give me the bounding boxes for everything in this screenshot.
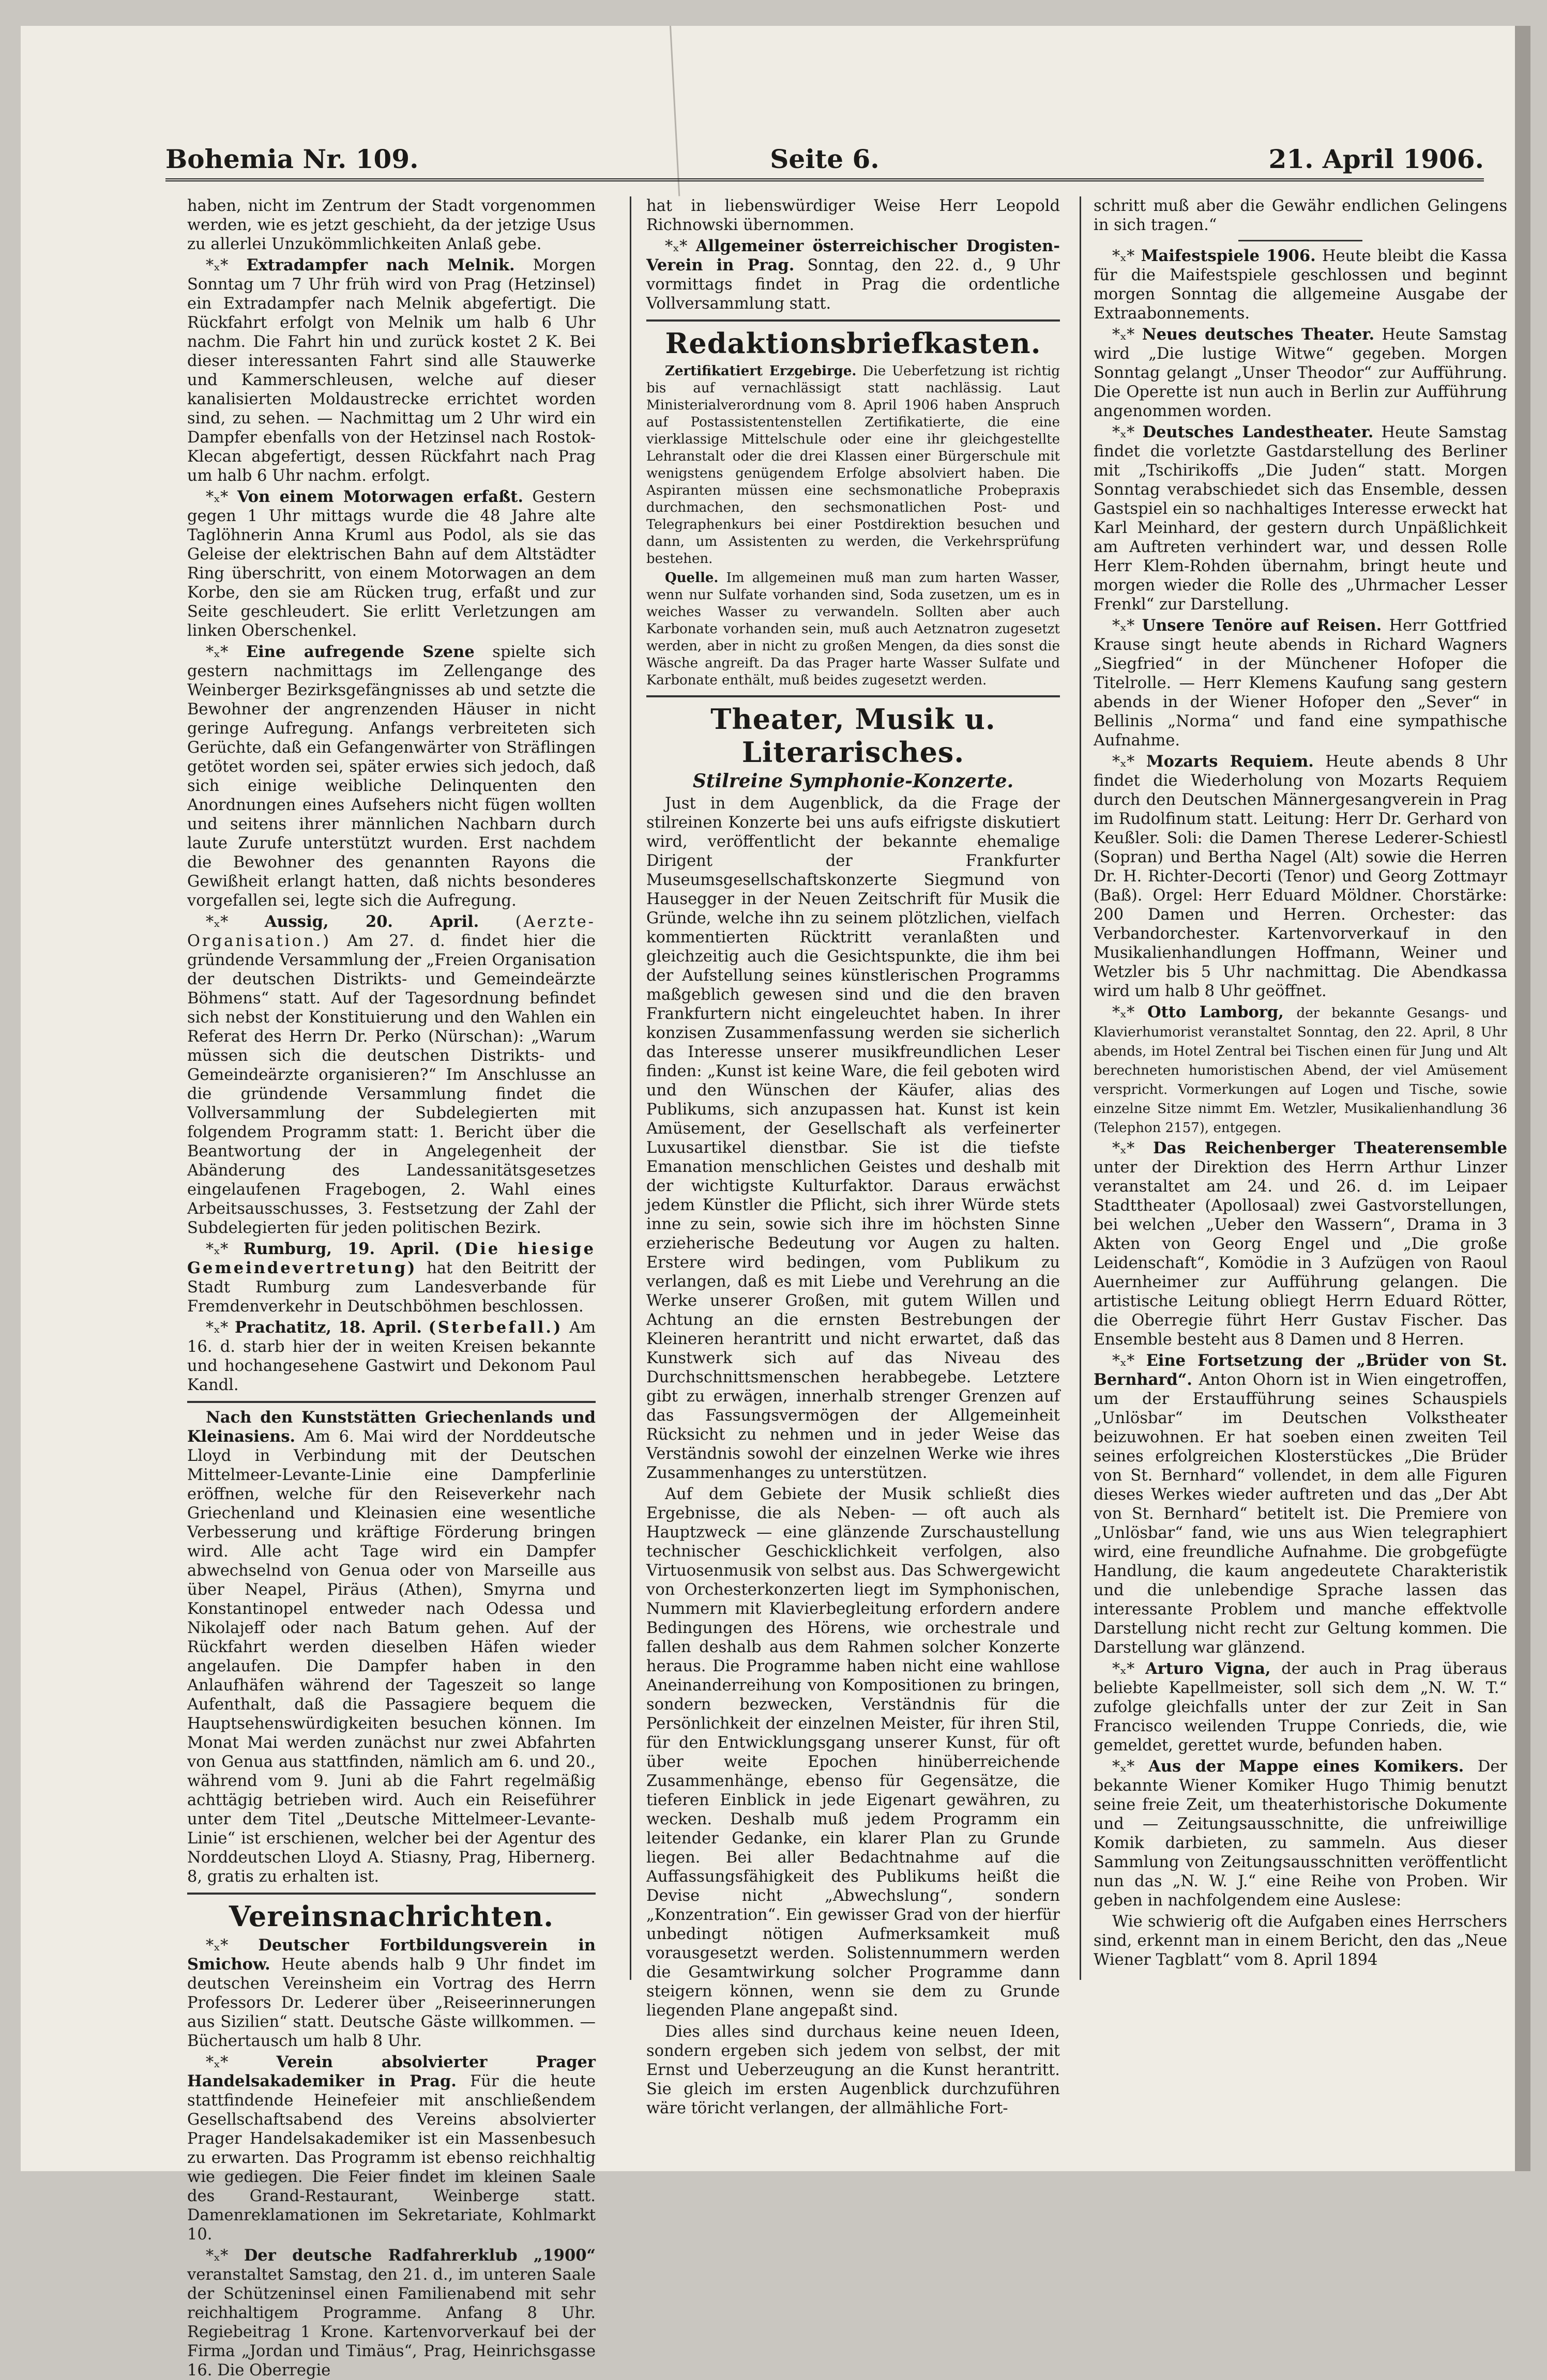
column-2 <box>646 196 1060 2150</box>
column-rule <box>630 196 631 1980</box>
header-paper-number: Bohemia Nr. 109. <box>165 144 419 174</box>
item-headline: Nach den Kunststätten Griechenlands und Kleinasiens. <box>187 1408 596 1446</box>
column-1 <box>187 196 596 2379</box>
section-divider <box>1238 240 1362 241</box>
item-headline: Quelle. <box>665 570 719 586</box>
news-item: *ₓ* Aus der Mappe eines Komikers. Der bekannte Wiener Komiker Hugo Thimig benutzt seine freie Zeit, um theaterhistorische Dokumente und — Zeitungsausschnitte, die unfreiwillige Komik darbieten, zu sammeln. Aus dieser Sammlung von Zeitungsausschnitten veröffentlicht nun das „N. W. J.“ eine Reihe von Proben. Wir geben in nachfolgendem eine Auslese: <box>1094 1757 1508 1910</box>
news-item <box>646 363 1060 568</box>
item-body: Der bekannte Wiener Komiker Hugo Thimig benutzt seine freie Zeit, um theaterhistorische Dokumente und — Zeitungsausschnitte, die unfreiwillige Komik darbieten, zu sammeln. Aus dieser Sammlung von Zeitungsausschnitten veröffentlicht nun das „N. W. J.“ eine Reihe von Proben. Wir geben in nachfolgendem eine Auslese: <box>1094 1758 1508 1910</box>
item-body: Heute abends halb 9 Uhr findet im deutschen Vereinsheim ein Vortrag des Herrn Professors Dr. Lederer über „Reiseerinnerungen aus Sizilien“ statt. Deutsche Gäste willkommen. — Büchertausch um halb 8 Uhr. <box>187 1956 596 2050</box>
item-body: der bekannte Gesangs- und Klavierhumorist veranstaltet Sonntag, den 22. April, 8 Uhr abends, im Hotel Zentral bei Tischen einen für Jung und Alt berechneten humoristischen Abend, der viel Amüsement verspricht. Vormerkungen auf Logen und Tische, sowie einzelne Sitze nimmt Em. Wetzler, Musikalienhandlung 36 (Telephon 2157), entgegen. <box>1094 1005 1508 1136</box>
article-text: Wie schwierig oft die Aufgaben eines Herrschers sind, erkennt man in einem Bericht, den das „Neue Wiener Tagblatt“ vom 8. April 1894 <box>1094 1913 1507 1969</box>
item-headline: Mozarts Requiem. <box>1146 752 1314 771</box>
header-page-number: Seite 6. <box>770 144 879 174</box>
news-item: *ₓ* Verein absolvierter Prager Handelsakademiker in Prag. Für die heute stattfindende Heinefeier mit anschließendem Gesellschaftsabend des Vereins absolvierter Prager Handelsakademiker ist ein Massenbesuch zu erwarten. Das Programm ist ebenso reichhaltig wie gediegen. Die Feier findet im kleinen Saale des Grand-Restaurant, Weinberge statt. Damenreklamationen im Sekretariate, Kohlmarkt 10. <box>187 2053 596 2244</box>
article-title: Stilreine Symphonie-Konzerte. <box>692 770 1014 792</box>
item-subject: (Die hiesige Gemeindevertretung) <box>187 1240 596 1277</box>
item-body: Heute Samstag wird „Die lustige Witwe“ gegeben. Morgen Sonntag gelangt „Unser Theodor“ zur Aufführung. Die Operette ist nun auch in Berlin zur Aufführung angenommen worden. <box>1094 326 1507 420</box>
item-headline: Unsere Tenöre auf Reisen. <box>1142 616 1382 635</box>
item-headline: Von einem Motorwagen erfaßt. <box>237 487 523 506</box>
item-body: unter der Direktion des Herrn Arthur Linzer veranstaltet am 24. und 26. d. im Leipaer Stadttheater (Apollosaal) zwei Gastvorstellungen, bei welchen „Ueber den Wassern“, Drama in 3 Akten von Georg Engel und „Die große Leidenschaft“, Komödie in 3 Aufzügen von Raoul Auernheimer zur Aufführung gelangen. Die artistische Leitung obliegt Herrn Eduard Rötter, die Oberregie führt Herr Gustav Fischer. Das Ensemble besteht aus 8 Damen und 8 Herren. <box>1094 1158 1507 1349</box>
column-rule <box>1080 196 1081 1980</box>
news-item: *ₓ* Maifestspiele 1906. Heute bleibt die Kassa für die Maifestspiele geschlossen und beginnt morgen Sonntag die allgemeine Ausgabe der Extraabonnements. <box>1094 247 1507 323</box>
news-item: *ₓ* Der deutsche Radfahrerklub „1900“ veranstaltet Samstag, den 21. d., im unteren Saale der Schützeninsel einen Familienabend mit sehr reichhaltigem Programme. Anfang 8 Uhr. Regiebeitrag 1 Krone. Kartenvorverkauf bei der Firma „Jordan und Timäus“, Prag, Heinrichsgasse 16. Die Oberregie <box>187 2246 596 2379</box>
item-body: Morgen Sonntag um 7 Uhr früh wird von Prag (Hetzinsel) ein Extradampfer nach Melnik abgefertigt. Die Rückfahrt erfolgt von Melnik um halb 6 Uhr nachm. Die Fahrt hin und zurück kostet 2 K. Bei dieser interessanten Fahrt sind alle Stauwerke und Kammerschleusen, welche auf dieser kanalisierten Moldaustrecke errichtet worden sind, zu sehen. — Nachmittag um 2 Uhr wird ein Dampfer ebenfalls von der Hetzinsel nach Rostok-Klecan abgefertigt, dessen Rückfahrt nach Prag um halb 6 Uhr nachm. erfolgt. <box>187 256 596 485</box>
newspaper-page <box>21 26 1530 2379</box>
item-body: Heute Samstag findet die vorletzte Gastdarstellung des Berliner mit „Tschirikoffs „Die Juden“ statt. Morgen Sonntag verabschiedet sich das Ensemble, dessen Gastspiel ein so nachhaltiges Interesse erweckt hat Karl Meinhard, der gestern durch Unpäßlichkeit am Auftreten verhindert war, und dessen Rolle Herr Klem-Rohden übernahm, bringt heute und morgen wieder die Rolle des „Uhrmacher Lesser Frenkl“ zur Darstellung. <box>1094 423 1507 614</box>
section-divider <box>646 319 1060 322</box>
section-divider <box>187 1893 596 1895</box>
header-date: 21. April 1906. <box>1268 144 1484 174</box>
item-headline: Maifestspiele 1906. <box>1141 247 1316 265</box>
item-headline: Verein absolvierter Prager Handelsakademiker in Prag. <box>187 2053 596 2091</box>
item-body: hat den Beitritt der Stadt Rumburg zum Landesverbande für Fremdenverkehr in Deutschböhmen beschlossen. <box>187 1259 596 1316</box>
item-headline: Allgemeiner österreichischer Drogisten-Verein in Prag. <box>646 237 1060 274</box>
news-item: *ₓ* Prachatitz, 18. April. (Sterbefall.) Am 16. d. starb hier der in weiten Kreisen bekannte und hochangesehene Gastwirt und Dekonom Paul Kandl. <box>187 1318 596 1394</box>
item-body: der auch in Prag überaus beliebte Kapellmeister, soll sich dem „N. W. T.“ zufolge gleichfalls unter der zur Zeit in San Francisco weilenden Truppe Conrieds, die, wie gemeldet, gerettet wurde, befunden haben. <box>1094 1660 1507 1755</box>
item-headline: Deutscher Fortbildungsverein in Smichow. <box>187 1936 596 1974</box>
news-item: *ₓ* Eine aufregende Szene spielte sich gestern nachmittags im Zellengange des Weinberger Bezirksgefängnisses ab und setzte die Bewohner der angrenzenden Häuser in nicht geringe Aufregung. Anfangs verbreiteten sich Gerüchte, daß ein Gefangenwärter von Sträflingen getötet worden sei, später erwies sich jedoch, daß sich einige weibliche Delinquenten den Anordnungen eines Aufsehers nicht fügen wollten und seitens ihrer männlichen Nachbarn durch laute Zurufe unterstützt wurden. Erst nachdem die Bewohner des genannten Rayons die Gewißheit erlangt hatten, daß nichts besonderes vorgefallen sei, legte sich die Aufregung. <box>187 643 596 910</box>
section-heading-theater: Theater, Musik u. Literarisches. <box>710 703 996 769</box>
item-headline: Neues deutsches Theater. <box>1142 325 1375 344</box>
item-headline: Der deutsche Radfahrerklub „1900“ <box>244 2246 596 2265</box>
news-item: *ₓ* Allgemeiner österreichischer Drogisten-Verein in Prag. Sonntag, den 22. d., 9 Uhr vormittags findet in Prag die ordentliche Vollversammlung statt. <box>646 237 1060 313</box>
item-body: Im allgemeinen muß man zum harten Wasser, wenn nur Sulfate vorhanden sind, Soda zusetzen, um es in weiches Wasser zu verwandeln. Sollten aber auch Karbonate vorhanden sein, muß auch Aetznatron zugesetzt werden, aber in nicht zu großen Mengen, da dies sonst die Wäsche angreift. Da das Prager harte Wasser Sulfate und Karbonate enthält, muß beides zugesetzt werden. <box>646 570 1060 688</box>
article-text: Dies alles sind durchaus keine neuen Ideen, sondern ergeben sich jedem von selbst, der mit Ernst und Ueberzeugung an die Kunst herantritt. Sie gleich im ersten Augenblick durchzuführen wäre töricht verlangen, der allmähliche Fort- <box>646 2023 1060 2117</box>
news-item: *ₓ* Extradampfer nach Melnik. Morgen Sonntag um 7 Uhr früh wird von Prag (Hetzinsel) ein Extradampfer nach Melnik abgefertigt. Die Rückfahrt erfolgt von Melnik um halb 6 Uhr nachm. Die Fahrt hin und zurück kostet 2 K. Bei dieser interessanten Fahrt sind alle Stauwerke und Kammerschleusen, welche auf dieser kanalisierten Moldaustrecke errichtet worden sind, zu sehen. — Nachmittag um 2 Uhr wird ein Dampfer ebenfalls von der Hetzinsel nach Rostok-Klecan abgefertigt, dessen Rückfahrt nach Prag um halb 6 Uhr nachm. erfolgt. <box>187 256 596 485</box>
article-text: haben, nicht im Zentrum der Stadt vorgenommen werden, wie es jetzt geschieht, da der jetzige Usus zu allerlei Unzukömmlichkeiten Anlaß gebe. <box>187 197 596 253</box>
item-body: Heute bleibt die Kassa für die Maifestspiele geschlossen und beginnt morgen Sonntag die allgemeine Ausgabe der Extraabonnements. <box>1094 247 1507 323</box>
item-body: Sonntag, den 22. d., 9 Uhr vormittags findet in Prag die ordentliche Vollversammlung statt. <box>646 256 1060 313</box>
news-item: *ₓ* Von einem Motorwagen erfaßt. Gestern gegen 1 Uhr mittags wurde die 48 Jahre alte Taglöhnerin Anna Kruml aus Podol, als sie das Geleise der elektrischen Bahn auf dem Altstädter Ring überschritt, von einem Motorwagen an dem Korbe, den sie am Rücken trug, erfaßt und zur Seite geschleudert. Sie erlitt Verletzungen am linken Oberschenkel. <box>187 487 596 640</box>
item-headline: Aus der Mappe eines Komikers. <box>1148 1757 1464 1776</box>
article-text: Just in dem Augenblick, da die Frage der stilreinen Konzerte bei uns aufs eifrigste diskutiert wird, veröffentlicht der bekannte ehemalige Dirigent der Frankfurter Museumsgesellschaftskonzerte Siegmund von Hausegger in der Neuen Zeitschrift für Musik die Gründe, welche ihn zu seinem plötzlichen, vielfach kommentierten Rücktritt veranlaßten und gleichzeitig auch die Gesichtspunkte, die ihm bei der Aufstellung seines künstlerischen Programms maßgeblich gewesen sind und die den braven Frankfurtern nicht eingeleuchtet haben. In ihrer konzisen Zusammenfassung werden sie sicherlich das Interesse unserer musikfreundlichen Leser finden: „Kunst ist keine Ware, die feil geboten wird und den Wünschen der Käufer, alias des Publikums, sich anzupassen hat. Kunst ist kein Amüsement, der Gesellschaft als verfeinerter Luxusartikel dienstbar. Sie ist die tiefste Emanation menschlichen Geistes und deshalb mit der wichtigste Kulturfaktor. Daraus erwächst jedem Künstler die Pflicht, sich ihrer Würde stets inne zu sein, sowie sich ihre im höchsten Sinne erzieherische Bedeutung vor Augen zu halten. Erstere wird bedingen, vom Publikum zu verlangen, daß es mit Liebe und Verehrung an die Werke unserer Großen, mit gutem Willen und Achtung an die ernsten Bestrebungen der Kleineren herantritt und nicht erwartet, daß das Kunstwerk sich auf das Niveau des Durchschnittsmenschen herabbegebe. Letztere gibt zu erwägen, innerhalb strenger Grenzen auf das Fassungsvermögen der Allgemeinheit Rücksicht zu nehmen und in jeder Weise das Verständnis sowohl der einzelnen Werke wie ihres Zusammenhanges zu unterstützen. <box>646 795 1060 1482</box>
item-headline: Das Reichenberger Theaterensemble <box>1153 1139 1508 1157</box>
item-headline: Extradampfer nach Melnik. <box>246 256 515 274</box>
item-body: Am 16. d. starb hier der in weiten Kreisen bekannte und hochangesehene Gastwirt und Dekonom Paul Kandl. <box>187 1319 596 1394</box>
item-headline: Zertifikatiert Erzgebirge. <box>665 363 857 379</box>
item-headline: Eine aufregende Szene <box>246 643 475 661</box>
item-body: Anton Ohorn ist in Wien eingetroffen, um der Erstaufführung seines Schauspiels „Unlösbar“ im Deutschen Volkstheater beizuwohnen. Er hat soeben einen zweiten Teil seines erfolgreichen Klosterstückes „Die Brüder von St. Bernhard“ vollendet, in dem alle Figuren dieses Werkes wieder auftreten und das „Der Abt von St. Bernhard“ betitelt ist. Die Premiere von „Unlösbar“ fand, wie uns aus Wien telegraphiert wird, eine freundliche Aufnahme. Die grobgefügte Handlung, die kaum angedeutete Charakteristik und die unlebendige Sprache lassen das interessante Problem und manche effektvolle Darstellung nicht recht zur Geltung kommen. Die Darstellung war glänzend. <box>1094 1371 1507 1657</box>
item-headline: Arturo Vigna, <box>1145 1659 1271 1678</box>
item-headline: Eine Fortsetzung der „Brüder von St. Bernhard“. <box>1094 1351 1507 1389</box>
article-text: schritt muß aber die Gewähr endlichen Gelingens in sich tragen.“ <box>1094 197 1507 234</box>
page-header <box>165 137 1484 181</box>
item-headline: Aussig, 20. April. <box>264 912 479 931</box>
item-subject: (Sterbefall.) <box>428 1318 563 1337</box>
news-item: *ₓ* Arturo Vigna, der auch in Prag überaus beliebte Kapellmeister, soll sich dem „N. W. T.“ zufolge gleichfalls unter der zur Zeit in San Francisco weilenden Truppe Conrieds, die, wie gemeldet, gerettet wurde, befunden haben. <box>1094 1659 1507 1755</box>
item-body: veranstaltet Samstag, den 21. d., im unteren Saale der Schützeninsel einen Familienabend mit sehr reichhaltigem Programme. Anfang 8 Uhr. Regiebeitrag 1 Krone. Kartenvorverkauf bei der Firma „Jordan und Timäus“, Prag, Heinrichsgasse 16. Die Oberregie <box>187 2266 596 2379</box>
item-headline: Rumburg, 19. April. <box>243 1240 440 1258</box>
item-headline: Deutsches Landestheater. <box>1142 423 1374 441</box>
news-item: *ₓ* Rumburg, 19. April. (Die hiesige Gemeindevertretung) hat den Beitritt der Stadt Rumburg zum Landesverbande für Fremdenverkehr in Deutschböhmen beschlossen. <box>187 1240 596 1316</box>
section-heading-redaktionsbriefkasten: Redaktionsbriefkasten. <box>665 327 1041 360</box>
news-item: *ₓ* Das Reichenberger Theaterensemble unter der Direktion des Herrn Arthur Linzer veranstaltet am 24. und 26. d. im Leipaer Stadttheater (Apollosaal) zwei Gastvorstellungen, bei welchen „Ueber den Wassern“, Drama in 3 Akten von Georg Engel und „Die große Leidenschaft“, Komödie in 3 Aufzügen von Raoul Auernheimer zur Aufführung gelangen. Die artistische Leitung obliegt Herrn Eduard Rötter, die Oberregie führt Herr Gustav Fischer. Das Ensemble besteht aus 8 Damen und 8 Herren. <box>1094 1139 1508 1349</box>
item-body: Für die heute stattfindende Heinefeier mit anschließendem Gesellschaftsabend des Vereins absolvierter Prager Handelsakademiker ist ein Massenbesuch zu erwarten. Das Programm ist ebenso reichhaltig wie gediegen. Die Feier findet im kleinen Saale des Grand-Restaurant, Weinberge statt. Damenreklamationen im Sekretariate, Kohlmarkt 10. <box>187 2072 596 2244</box>
news-item <box>646 570 1060 689</box>
item-headline: Otto Lamborg, <box>1147 1003 1284 1021</box>
item-body: Herr Gottfried Krause singt heute abends in Richard Wagners „Siegfried“ in der Münchener Hofoper die Titelrolle. — Herr Klemens Kaufung sang gestern abends in der Wiener Hofoper den „Sever“ in Bellinis „Norma“ und fand eine sympathische Aufnahme. <box>1094 617 1507 750</box>
news-item: *ₓ* Eine Fortsetzung der „Brüder von St. Bernhard“. Anton Ohorn ist in Wien eingetroffen, um der Erstaufführung seines Schauspiels „Unlösbar“ im Deutschen Volkstheater beizuwohnen. Er hat soeben einen zweiten Teil seines erfolgreichen Klosterstückes „Die Brüder von St. Bernhard“ vollendet, in dem alle Figuren dieses Werkes wieder auftreten und das „Der Abt von St. Bernhard“ betitelt ist. Die Premiere von „Unlösbar“ fand, wie uns aus Wien telegraphiert wird, eine freundliche Aufnahme. Die grobgefügte Handlung, die kaum angedeutete Charakteristik und die unlebendige Sprache lassen das interessante Problem und manche effektvolle Darstellung nicht recht zur Geltung kommen. Die Darstellung war glänzend. <box>1094 1351 1507 1657</box>
page-gutter <box>1515 26 1530 2171</box>
article-text: Auf dem Gebiete der Musik schließt dies Ergebnisse, die als Neben- — oft auch als Hauptzweck — eine glänzende Zurschaustellung technischer Geschicklichkeit verfolgen, also Virtuosenmusik von selbst aus. Das Schwergewicht von Orchesterkonzerten liegt im Symphonischen, Nummern mit Klavierbegleitung erfordern andere Bedingungen des Hörens, wie orchestrale und fallen deshalb aus dem Rahmen solcher Konzerte heraus. Die Programme haben nicht eine wahllose Aneinanderreihung von Kompositionen zu bringen, sondern bezwecken, Verständnis für die Persönlichkeit der einzelnen Meister, für ihren Stil, für den Entwicklungsgang unserer Kunst, für oft über weite Epochen hinüberreichende Zusammenhänge, ebenso für Gegensätze, die tieferen Einblick in jede Eigenart gewähren, zu wecken. Deshalb muß jedem Programm ein leitender Gedanke, ein klarer Plan zu Grunde liegen. Bei aller Bedachtnahme auf die Auffassungsfähigkeit des Publikums heißt die Devise nicht „Abwechslung“, sondern „Konzentration“. Ein gewisser Grad von der hierfür unbedingt nötigen Aufmerksamkeit muß vorausgesetzt werden. Solistennummern werden die Gesamtwirkung solcher Programme dann steigern können, wenn sie dem zu Grunde liegenden Plane angepaßt sind. <box>646 1485 1060 2020</box>
item-body: Am 6. Mai wird der Norddeutsche Lloyd in Verbindung mit der Deutschen Mittelmeer-Levante-Linie eine Dampferlinie eröffnen, welche für den Reiseverkehr nach Griechenland und Kleinasien eine wesentliche Verbesserung und kräftige Förderung bringen wird. Alle acht Tage wird ein Dampfer abwechselnd von Genua oder von Marseille aus über Neapel, Piräus (Athen), Smyrna und Konstantinopel entweder nach Odessa und Nikolajeff oder nach Batum gehen. Auf der Rückfahrt werden dieselben Häfen wieder angelaufen. Die Dampfer haben in den Anlaufhäfen während der Tageszeit so lange Aufenthalt, daß die Passagiere bequem die Hauptsehenswürdigkeiten besuchen können. Im Monat Mai werden zunächst nur zwei Abfahrten von Genua aus stattfinden, nämlich am 6. und 20., während vom 9. Juni ab die Fahrt regelmäßig achttägig betrieben wird. Auch ein Reiseführer unter dem Titel „Deutsche Mittelmeer-Levante-Linie“ ist erschienen, welcher bei der Agentur des Norddeutschen Lloyd A. Stiasny, Prag, Hibernerg. 8, gratis zu erhalten ist. <box>187 1428 596 1886</box>
item-body: Am 27. d. findet hier die gründende Versammlung der „Freien Organisation der deutschen Distrikts- und Gemeindeärzte Böhmens“ statt. Auf der Tagesordnung befindet sich nebst der Konstituierung und den Wahlen ein Referat des Herrn Dr. Perko (Nürschan): „Warum müssen sich die deutschen Distrikts- und Gemeindeärzte organisieren?“ Im Anschlusse an die gründende Versammlung findet die Vollversammlung der Subdelegierten mit folgendem Programm statt: 1. Bericht über die Beantwortung der in Angelegenheit der Abänderung des Landessanitätsgesetzes eingelaufenen Fragebogen, 2. Wahl eines Arbeitsausschusses, 3. Festsetzung der Zahl der Subdelegierten für jeden politischen Bezirk. <box>187 932 596 1237</box>
section-divider <box>646 695 1060 697</box>
news-item: *ₓ* Deutsches Landestheater. Heute Samstag findet die vorletzte Gastdarstellung des Berliner mit „Tschirikoffs „Die Juden“ statt. Morgen Sonntag verabschiedet sich das Ensemble, dessen Gastspiel ein so nachhaltiges Interesse erweckt hat Karl Meinhard, der gestern durch Unpäßlichkeit am Auftreten verhindert war, und dessen Rolle Herr Klem-Rohden übernahm, bringt heute und morgen wieder die Rolle des „Uhrmacher Lesser Frenkl“ zur Darstellung. <box>1094 423 1507 614</box>
item-body: spielte sich gestern nachmittags im Zellengange des Weinberger Bezirksgefängnisses ab und setzte die Bewohner der angrenzenden Häuser in nicht geringe Aufregung. Anfangs verbreiteten sich Gerüchte, daß ein Gefangenwärter von Sträflingen getötet worden sei, später erwies sich jedoch, daß sich einige weibliche Delinquenten den Anordnungen eines Aufsehers nicht fügen wollten und seitens ihrer männlichen Nachbarn durch laute Zurufe unterstützt wurden. Erst nachdem die Bewohner des genannten Rayons die Gewißheit erlangt hatten, daß nichts besonderes vorgefallen sei, legte sich die Aufregung. <box>187 643 596 910</box>
item-body: Gestern gegen 1 Uhr mittags wurde die 48 Jahre alte Taglöhnerin Anna Kruml aus Podol, als sie das Geleise der elektrischen Bahn auf dem Altstädter Ring überschritt, von einem Motorwagen an dem Korbe, den sie am Rücken trug, erfaßt und zur Seite geschleudert. Sie erlitt Verletzungen am linken Oberschenkel. <box>187 488 596 640</box>
item-body: Heute abends 8 Uhr findet die Wiederholung von Mozarts Requiem durch den Deutschen Männergesangverein in Prag im Rudolfinum statt. Leitung: Herr Dr. Gerhard von Keußler. Soli: die Damen Therese Lederer-Schiestl (Sopran) und Bertha Nagel (Alt) sowie die Herren Dr. H. Richter-Decorti (Tenor) und Georg Zottmayr (Baß). Orgel: Herr Eduard Möldner. Chorstärke: 200 Damen und Herren. Orchester: das Verbandorchester. Kartenvorverkauf in den Musikalienhandlungen Hoffmann, Weiner und Wetzler bis 5 Uhr nachmittag. Die Abendkassa wird um halb 8 Uhr geöffnet. <box>1094 753 1508 1000</box>
article-text: hat in liebenswürdiger Weise Herr Leopold Richnowski übernommen. <box>646 197 1060 234</box>
section-heading-vereinsnachrichten: Vereinsnachrichten. <box>229 1900 554 1933</box>
item-body: Die Ueberfetzung ist richtig bis auf vernachlässigt statt nachlässig. Laut Ministerialverordnung vom 8. April 1906 haben Anspruch auf Postassistentenstellen Zertifikatierte, die eine vierklassige Mittelschule oder eine ihr gleichgestellte Lehranstalt oder die drei Klassen einer Bürgerschule mit wenigstens genügendem Erfolge absolviert haben. Die Aspiranten müssen eine sechsmonatliche Probepraxis durchmachen, den sechsmonatlichen Post- und Telegraphenkurs bei einer Postdirektion besuchen und dann, um Assistenten zu werden, die Verkehrsprüfung bestehen. <box>646 363 1060 567</box>
item-subject: (Aerzte-Organisation.) <box>187 913 596 950</box>
news-item: *ₓ* Aussig, 20. April. (Aerzte-Organisation.) Am 27. d. findet hier die gründende Versammlung der „Freien Organisation der deutschen Distrikts- und Gemeindeärzte Böhmens“ statt. Auf der Tagesordnung befindet sich nebst der Konstituierung und den Wahlen ein Referat des Herrn Dr. Perko (Nürschan): „Warum müssen sich die deutschen Distrikts- und Gemeindeärzte organisieren?“ Im Anschlusse an die gründende Versammlung findet die Vollversammlung der Subdelegierten mit folgendem Programm statt: 1. Bericht über die Beantwortung der in Angelegenheit der Abänderung des Landessanitätsgesetzes eingelaufenen Fragebogen, 2. Wahl eines Arbeitsausschusses, 3. Festsetzung der Zahl der Subdelegierten für jeden politischen Bezirk. <box>187 912 596 1237</box>
section-divider <box>187 1401 596 1403</box>
news-item: *ₓ* Unsere Tenöre auf Reisen. Herr Gottfried Krause singt heute abends in Richard Wagners „Siegfried“ in der Münchener Hofoper die Titelrolle. — Herr Klemens Kaufung sang gestern abends in der Wiener Hofoper den „Sever“ in Bellinis „Norma“ und fand eine sympathische Aufnahme. <box>1094 616 1507 750</box>
item-headline: Prachatitz, 18. April. <box>235 1318 422 1337</box>
news-item: *ₓ* Otto Lamborg, der bekannte Gesangs- und Klavierhumorist veranstaltet Sonntag, den 22. April, 8 Uhr abends, im Hotel Zentral bei Tischen einen für Jung und Alt berechneten humoristischen Abend, der viel Amüsement verspricht. Vormerkungen auf Logen und Tische, sowie einzelne Sitze nimmt Em. Wetzler, Musikalienhandlung 36 (Telephon 2157), entgegen. <box>1094 1003 1508 1136</box>
column-3 <box>1094 196 1507 2150</box>
news-item: *ₓ* Deutscher Fortbildungsverein in Smichow. Heute abends halb 9 Uhr findet im deutschen Vereinsheim ein Vortrag des Herrn Professors Dr. Lederer über „Reiseerinnerungen aus Sizilien“ statt. Deutsche Gäste willkommen. — Büchertausch um halb 8 Uhr. <box>187 1936 596 2050</box>
news-item: *ₓ* Neues deutsches Theater. Heute Samstag wird „Die lustige Witwe“ gegeben. Morgen Sonntag gelangt „Unser Theodor“ zur Aufführung. Die Operette ist nun auch in Berlin zur Aufführung angenommen worden. <box>1094 325 1507 420</box>
news-item <box>187 1408 596 1886</box>
news-item: *ₓ* Mozarts Requiem. Heute abends 8 Uhr findet die Wiederholung von Mozarts Requiem durch den Deutschen Männergesangverein in Prag im Rudolfinum statt. Leitung: Herr Dr. Gerhard von Keußler. Soli: die Damen Therese Lederer-Schiestl (Sopran) und Bertha Nagel (Alt) sowie die Herren Dr. H. Richter-Decorti (Tenor) und Georg Zottmayr (Baß). Orgel: Herr Eduard Möldner. Chorstärke: 200 Damen und Herren. Orchester: das Verbandorchester. Kartenvorverkauf in den Musikalienhandlungen Hoffmann, Weiner und Wetzler bis 5 Uhr nachmittag. Die Abendkassa wird um halb 8 Uhr geöffnet. <box>1094 752 1508 1000</box>
